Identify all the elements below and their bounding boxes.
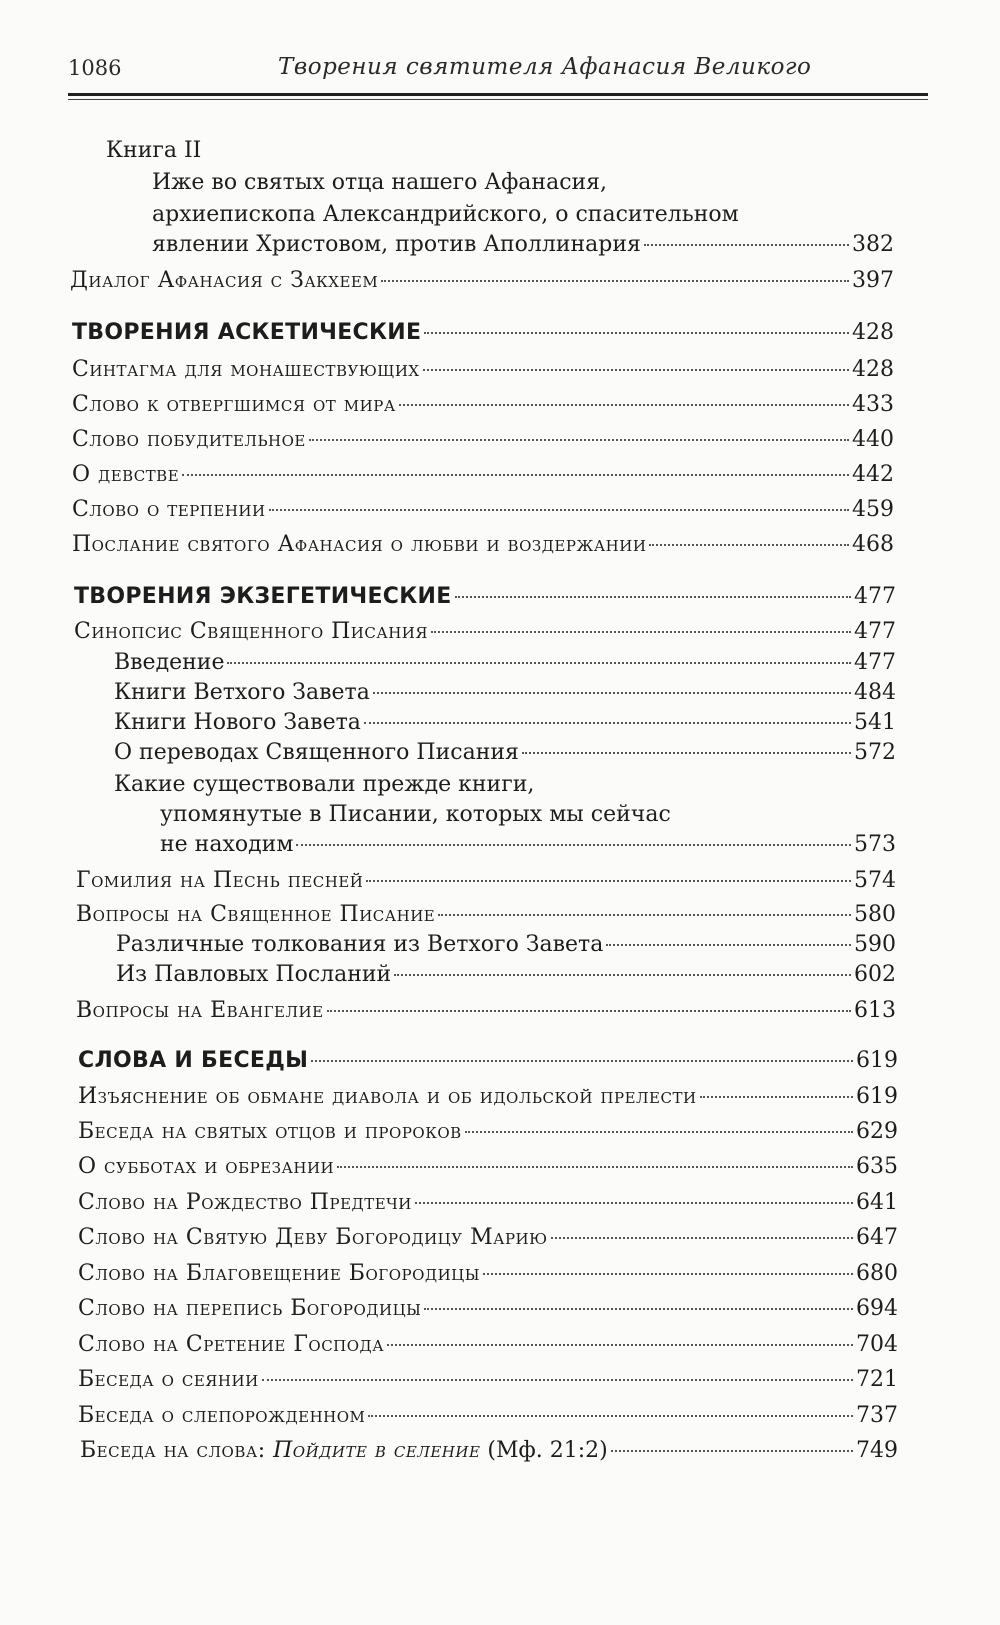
dot-leader	[311, 1060, 853, 1062]
dot-leader	[455, 596, 851, 598]
toc-entry-label: Слово о терпении	[72, 497, 266, 522]
toc-entry-label: Слово на Святую Деву Богородицу Марию	[78, 1225, 548, 1250]
toc-entry	[78, 1117, 898, 1147]
toc-entry-page: 428	[852, 320, 894, 345]
toc-entry-page: 590	[854, 932, 896, 957]
dot-leader	[394, 974, 851, 976]
toc-entry-label: Послание святого Афанасия о любви и воздержании	[72, 532, 647, 557]
toc-entry-page: 459	[852, 497, 894, 522]
toc-entry-page: 680	[856, 1261, 898, 1286]
dot-leader	[431, 631, 851, 633]
toc-entry-label: О субботах и обрезании	[78, 1154, 335, 1179]
toc-entry	[78, 1082, 898, 1112]
toc-entry-label: Синопсис Священного Писания	[74, 619, 428, 644]
dot-leader	[399, 404, 849, 406]
dot-leader	[227, 662, 851, 664]
toc-entry-label: Гомилия на Песнь песней	[76, 868, 364, 893]
toc-entry-label: Синтагма для монашествующих	[72, 357, 420, 382]
toc-entry-page: 619	[856, 1048, 898, 1073]
dot-leader	[337, 1166, 853, 1168]
dot-leader	[381, 280, 849, 282]
page-header	[68, 50, 928, 90]
toc-entry-page: 477	[854, 584, 896, 609]
toc-subentry	[114, 708, 896, 738]
toc-entry	[78, 1188, 898, 1218]
toc-entry-page: 477	[854, 619, 896, 644]
toc-subentry-lost-books	[160, 830, 896, 860]
toc-entry-page: 574	[854, 868, 896, 893]
toc-entry-label: Книги Нового Завета	[114, 710, 361, 735]
section-heading-sermons	[78, 1046, 898, 1076]
toc-entry-label: явлении Христовом, против Аполлинария	[152, 232, 641, 257]
toc-entry-label: Беседа на святых отцов и пророков	[78, 1119, 462, 1144]
dot-leader	[644, 244, 849, 246]
toc-entry	[78, 1152, 898, 1182]
toc-entry-page: 619	[856, 1084, 898, 1109]
label-italic-quote: Пойдите в селение	[273, 1438, 481, 1463]
toc-entry-label: Слово на Рождество Предтечи	[78, 1190, 412, 1215]
toc-entry-page: 572	[854, 740, 896, 765]
dot-leader	[387, 1344, 853, 1346]
toc-entry	[72, 355, 894, 385]
toc-entry	[78, 1365, 898, 1395]
dot-leader	[423, 369, 849, 371]
toc-entry-label: Слово на Сретение Господа	[78, 1332, 385, 1357]
toc-entry-page: 704	[856, 1332, 898, 1357]
toc-entry-page: 635	[856, 1154, 898, 1179]
toc-entry-label: Различные толкования из Ветхого Завета	[116, 932, 604, 957]
dot-leader	[327, 1010, 851, 1012]
header-rule-thin	[68, 99, 928, 100]
dot-leader	[269, 509, 849, 511]
toc-entry-label: Слово к отвергшимся от мира	[72, 392, 396, 417]
toc-entry-page: 694	[856, 1296, 898, 1321]
lost-books-line2: упомянутые в Писании, которых мы сейчас	[160, 802, 671, 827]
toc-entry-page: 397	[852, 268, 894, 293]
book2-title-line1: Иже во святых отца нашего Афанасия,	[152, 170, 608, 195]
toc-entry	[76, 996, 896, 1026]
toc-entry-dialog	[70, 266, 894, 296]
toc-entry-label: Вопросы на Священное Писание	[76, 902, 436, 927]
lost-books-line1: Какие существовали прежде книги,	[114, 772, 535, 797]
toc-entry-label: Из Павловых Посланий	[116, 962, 392, 987]
toc-entry	[76, 900, 896, 930]
toc-entry-label: О переводах Священного Писания	[114, 740, 519, 765]
toc-entry-page: 477	[854, 650, 896, 675]
dot-leader	[700, 1096, 853, 1098]
section-heading-ascetic	[72, 318, 894, 348]
toc-entry	[72, 460, 894, 490]
toc-entry-label: Диалог Афанасия с Закхеем	[70, 268, 379, 293]
toc-entry	[78, 1259, 898, 1289]
dot-leader	[368, 1415, 853, 1417]
toc-entry-page: 573	[854, 832, 896, 857]
toc-entry-label: Беседа о слепорожденном	[78, 1403, 366, 1428]
toc-entry-page: 647	[856, 1225, 898, 1250]
toc-entry-page: 468	[852, 532, 894, 557]
toc-entry-label: Книги Ветхого Завета	[114, 680, 370, 705]
toc-entry	[78, 1294, 898, 1324]
header-rule-thick	[68, 93, 928, 96]
dot-leader	[424, 332, 849, 334]
toc-entry-page: 749	[856, 1438, 898, 1463]
dot-leader	[373, 692, 851, 694]
label-suffix: (Мф. 21:2)	[480, 1438, 608, 1463]
dot-leader	[415, 1202, 853, 1204]
toc-entry	[72, 530, 894, 560]
toc-entry-page: 484	[854, 680, 896, 705]
book2-label: Книга II	[106, 138, 202, 163]
toc-entry-page: 382	[852, 232, 894, 257]
toc-entry	[72, 425, 894, 455]
toc-entry-last	[80, 1436, 898, 1466]
dot-leader	[551, 1237, 853, 1239]
toc-entry-page: 433	[852, 392, 894, 417]
dot-leader	[522, 752, 851, 754]
dot-leader	[366, 880, 851, 882]
toc-entry-page: 440	[852, 427, 894, 452]
toc-entry	[78, 1401, 898, 1431]
toc-entry-page: 629	[856, 1119, 898, 1144]
dot-leader	[606, 944, 851, 946]
toc-entry-label: Изъяснение об обмане диавола и об идольской прелести	[78, 1084, 697, 1109]
dot-leader	[182, 474, 849, 476]
toc-entry-page: 580	[854, 902, 896, 927]
dot-leader	[465, 1131, 853, 1133]
toc-subentry	[114, 648, 896, 678]
toc-entry-label: Слово на Благовещение Богородицы	[78, 1261, 481, 1286]
dot-leader	[483, 1273, 853, 1275]
dot-leader	[309, 439, 849, 441]
toc-entry-label: Введение	[114, 650, 225, 675]
toc-entry	[78, 1223, 898, 1253]
dot-leader	[424, 1308, 853, 1310]
toc-entry-page: 613	[854, 998, 896, 1023]
running-title: Творения святителя Афанасия Великого	[278, 54, 812, 80]
toc-entry-page: 737	[856, 1403, 898, 1428]
section-heading-label: СЛОВА И БЕСЕДЫ	[78, 1048, 309, 1073]
toc-entry-label	[80, 1436, 608, 1466]
toc-entry-book2	[152, 230, 894, 260]
toc-entry-page: 428	[852, 357, 894, 382]
toc-entry-label: Слово на перепись Богородицы	[78, 1296, 422, 1321]
toc-subentry	[116, 960, 896, 990]
section-heading-label: ТВОРЕНИЯ АСКЕТИЧЕСКИЕ	[72, 320, 422, 345]
toc-entry	[78, 1330, 898, 1360]
section-heading-exegetic	[74, 582, 896, 612]
toc-entry-label: Беседа о сеянии	[78, 1367, 259, 1392]
dot-leader	[262, 1379, 853, 1381]
toc-entry-page: 442	[852, 462, 894, 487]
toc-entry-synopsis	[74, 617, 896, 647]
toc-subentry	[116, 930, 896, 960]
dot-leader	[649, 544, 849, 546]
label-prefix: Беседа на слова:	[80, 1438, 274, 1463]
toc-entry-label: Слово побудительное	[72, 427, 306, 452]
dot-leader	[611, 1450, 853, 1452]
toc-entry-label: не находим	[160, 832, 294, 857]
book2-title-line2: архиепископа Александрийского, о спасительном	[152, 202, 739, 227]
toc-entry-page: 641	[856, 1190, 898, 1215]
page-number: 1086	[68, 56, 122, 80]
toc-entry	[76, 866, 896, 896]
toc-subentry	[114, 678, 896, 708]
toc-entry-page: 602	[854, 962, 896, 987]
dot-leader	[438, 914, 851, 916]
toc-entry-page: 721	[856, 1367, 898, 1392]
dot-leader	[364, 722, 851, 724]
toc-entry	[72, 495, 894, 525]
toc-entry-page: 541	[854, 710, 896, 735]
toc-entry-label: Вопросы на Евангелие	[76, 998, 324, 1023]
section-heading-label: ТВОРЕНИЯ ЭКЗЕГЕТИЧЕСКИЕ	[74, 584, 452, 609]
toc-subentry	[114, 738, 896, 768]
toc-entry	[72, 390, 894, 420]
toc-entry-label: О девстве	[72, 462, 180, 487]
dot-leader	[296, 844, 851, 846]
